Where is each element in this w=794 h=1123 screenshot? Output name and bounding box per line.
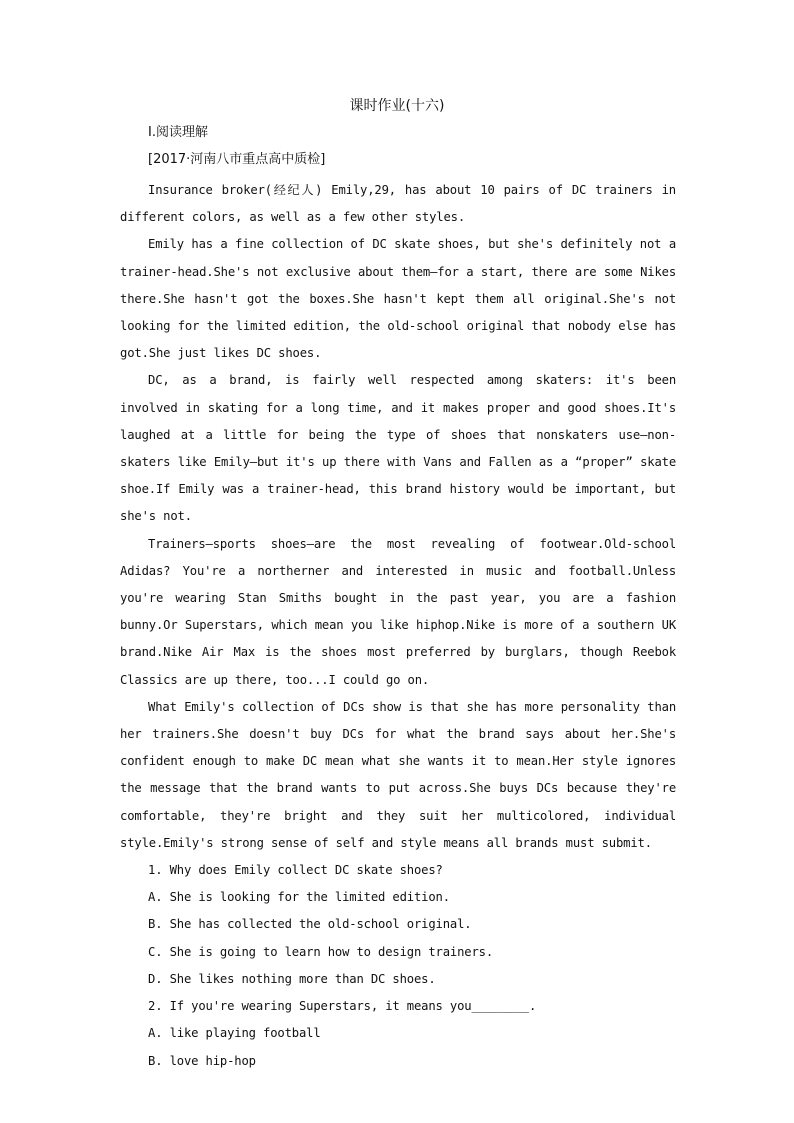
answer-option: D. She likes nothing more than DC shoes.	[148, 971, 436, 986]
answer-option: B. love hip-hop	[148, 1053, 256, 1068]
section-heading: Ⅰ.阅读理解	[148, 125, 208, 140]
paragraph: Emily has a fine collection of DC skate shoes, but she's definitely not a trainer-head.She's not exclusive about them—for a start, there are some Nikes there.She hasn't got the boxes.She hasn't kept them all original.She's not looking for the limited edition, the old-school original that nobody else has got.She just likes DC shoes.	[120, 237, 676, 361]
paragraph: DC, as a brand, is fairly well respected among skaters: it's been involved in skating for a long time, and it makes proper and good shoes.It's laughed at a little for being the type of shoes that nonskaters use—non-skaters like Emily—but it's up there with Vans and Fallen as a “proper” skate shoe.If Emily was a trainer-head, this brand history would be important, but she's not.	[120, 373, 676, 524]
paragraph: Insurance broker(经纪人) Emily,29, has about 10 pairs of DC trainers in different colors, as well as a few other styles.	[120, 183, 676, 225]
paragraph: What Emily's collection of DCs show is that she has more personality than her trainers.She doesn't buy DCs for what the brand says about her.She's confident enough to make DC mean what she wants it to mean.Her style ignores the message that the brand wants to put across.She buys DCs because they're comfortable, they're bright and they suit her multicolored, individual style.Emily's strong sense of self and style means all brands must submit.	[120, 699, 676, 850]
page-title: 课时作业(十六)	[349, 98, 445, 114]
source-label: [2017·河南八市重点高中质检]	[148, 152, 326, 167]
passage-and-questions	[120, 177, 676, 1075]
question-stem: 2. If you're wearing Superstars, it means you________.	[148, 999, 537, 1014]
paragraph: Trainers—sports shoes—are the most revealing of footwear.Old-school Adidas? You're a northerner and interested in music and football.Unless you're wearing Stan Smiths bought in the past year, you are a fashion bunny.Or Superstars, which mean you like hiphop.Nike is more of a southern UK brand.Nike Air Max is the shoes most preferred by burglars, though Reebok Classics are up there, too...I could go on.	[120, 536, 676, 687]
question-stem: 1. Why does Emily collect DC skate shoes?	[148, 863, 443, 878]
answer-option: C. She is going to learn how to design trainers.	[148, 944, 493, 959]
answer-option: A. like playing football	[148, 1026, 321, 1041]
answer-option: A. She is looking for the limited edition.	[148, 890, 450, 905]
answer-option: B. She has collected the old-school original.	[148, 917, 472, 932]
